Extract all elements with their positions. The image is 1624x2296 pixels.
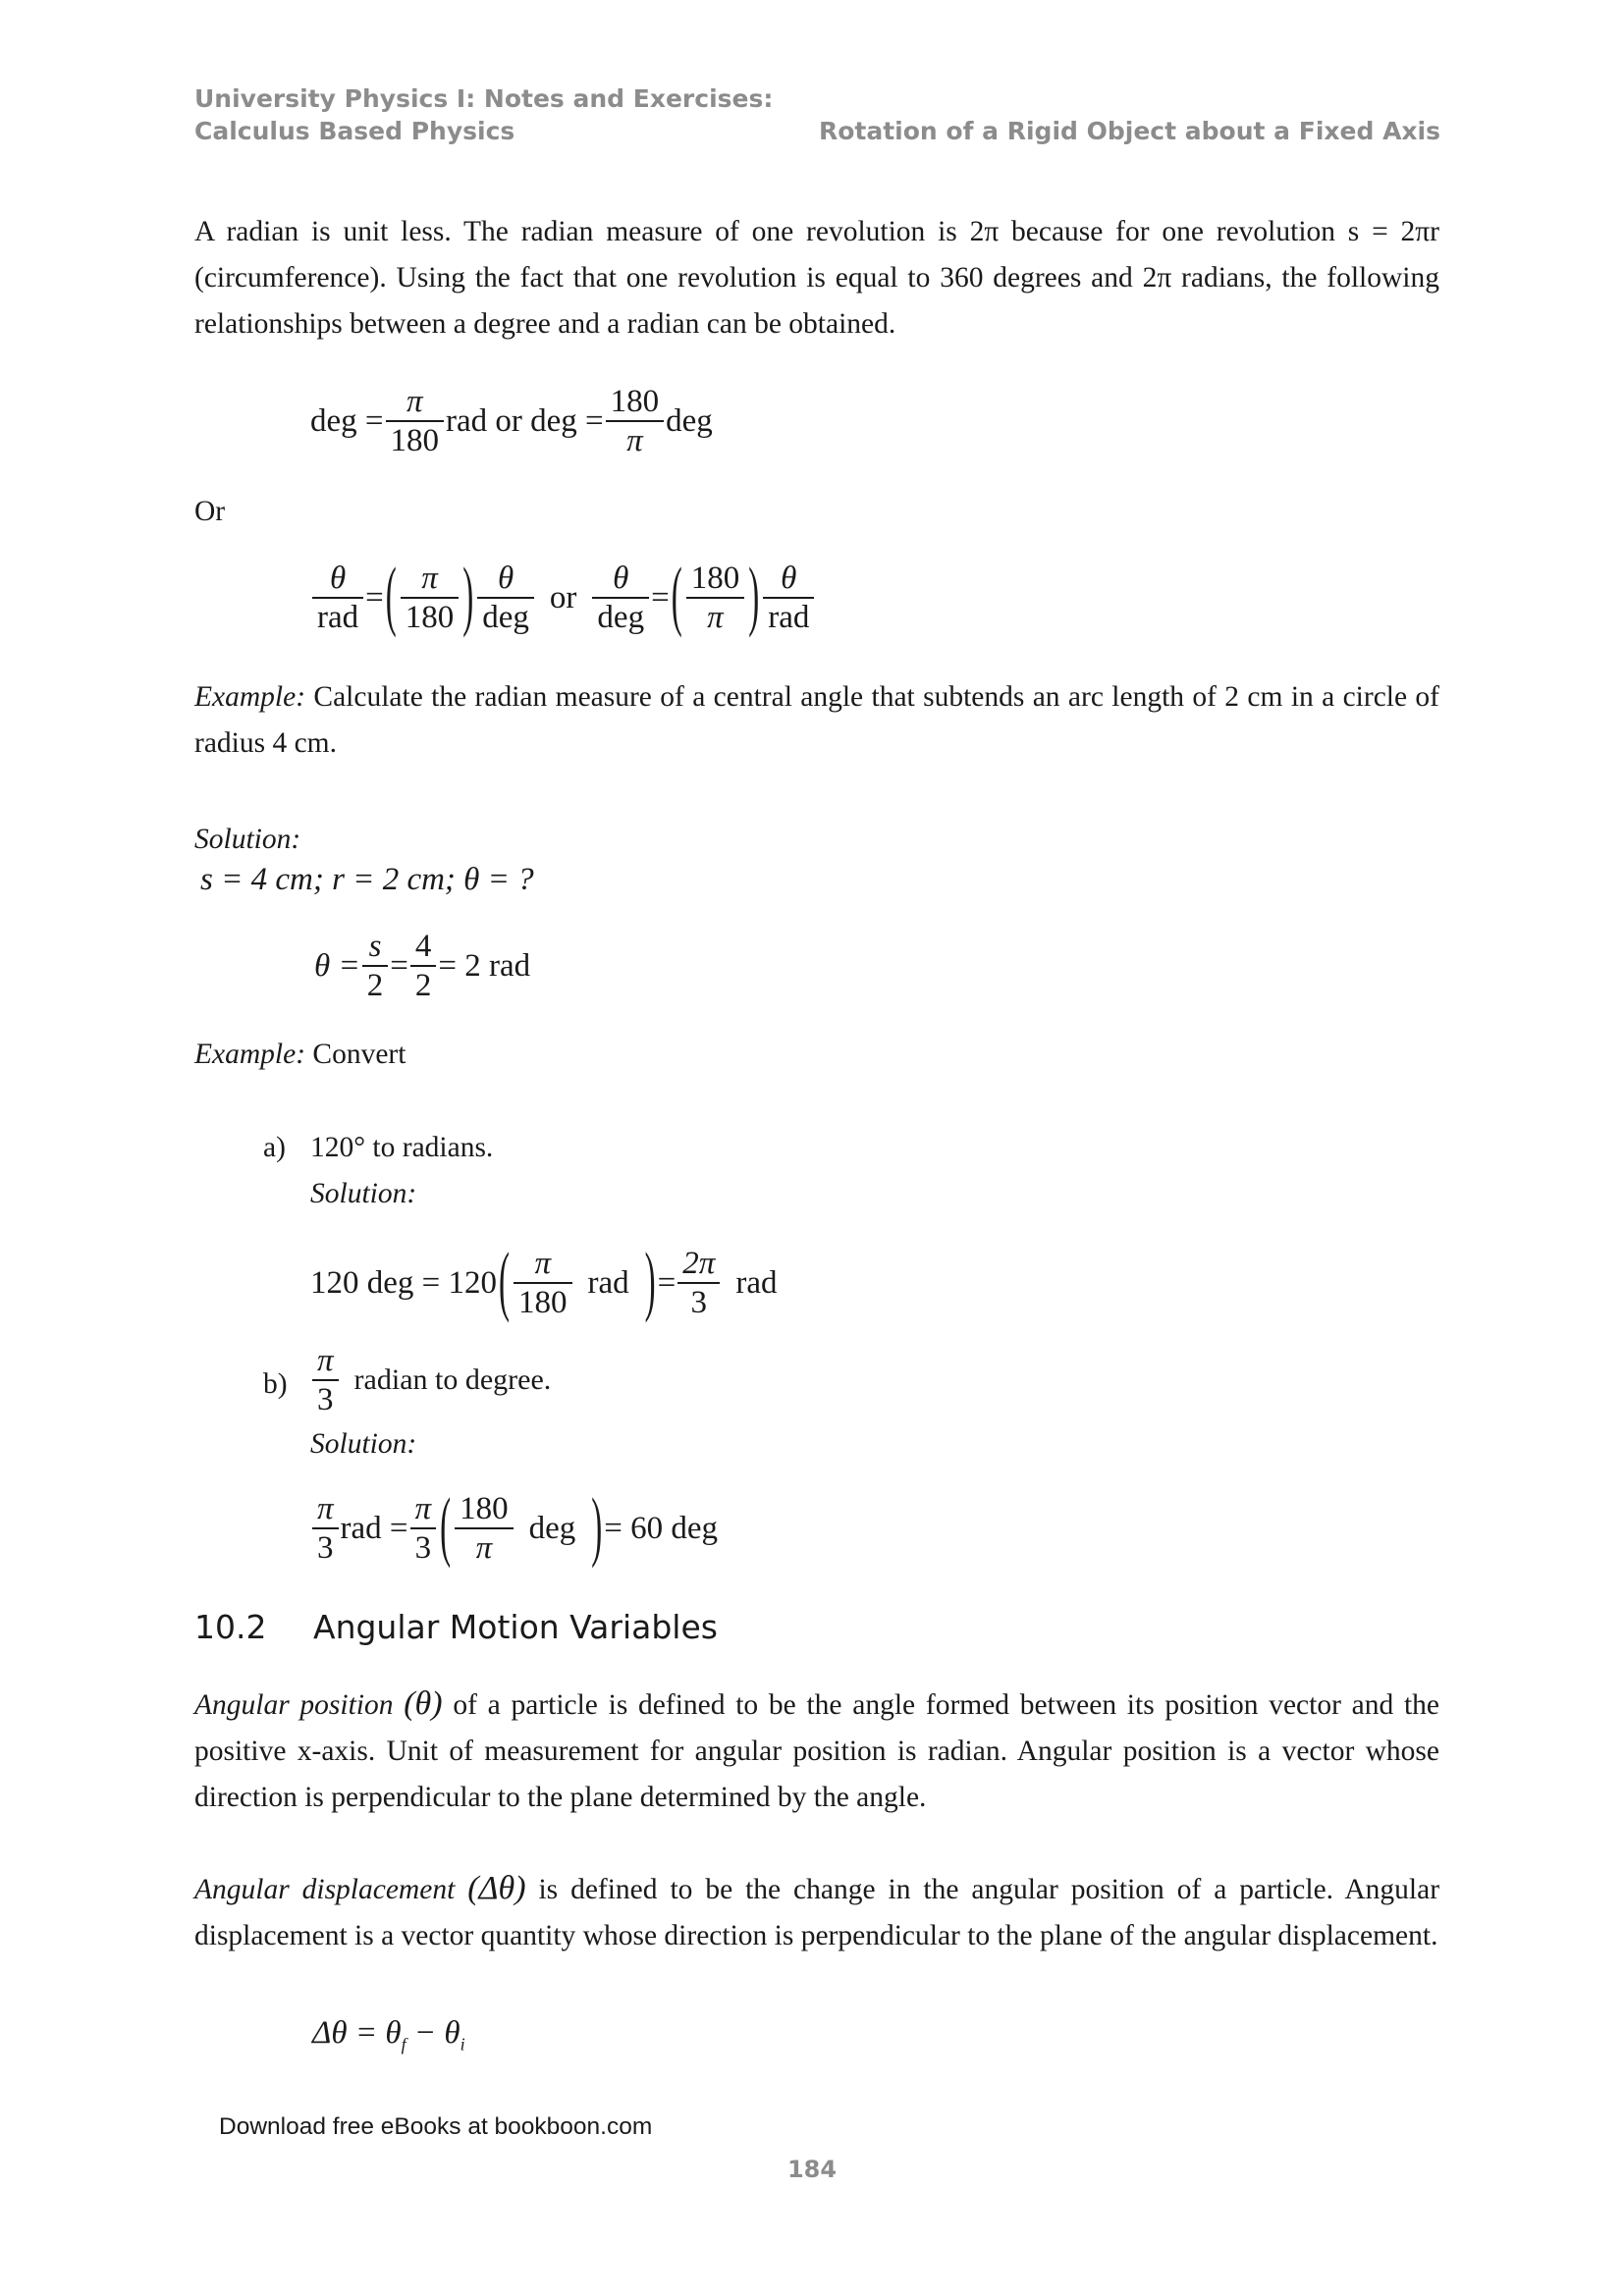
running-header-chapter-title: Rotation of a Rigid Object about a Fixed Axis [818, 117, 1440, 145]
example-convert: Example: Convert [194, 1039, 406, 1070]
fraction: $\frac{180}{\pi}$ [606, 383, 665, 459]
fraction: $\frac{\pi}{180}$ [401, 560, 460, 636]
fraction: $\frac{\theta}{\text{deg}}$ [592, 560, 649, 636]
equation-pi-over-3-to-deg: $\frac{\pi}{3}$ rad = $\frac{\pi}{3}$ ( $\frac{180}{\pi}$ deg ) = 60 deg [310, 1490, 718, 1567]
fraction: $\frac{4}{2}$ [410, 928, 437, 1004]
part-a-marker: a) [263, 1132, 286, 1163]
fraction: $\frac{\theta}{\text{rad}}$ [312, 560, 363, 636]
fraction: $\frac{\pi}{180}$ [386, 383, 445, 459]
fraction: $\frac{\pi}{180}$ [514, 1245, 572, 1321]
intro-paragraph: A radian is unit less. The radian measure of one revolution is 2π because for one revolution s = 2πr (circumference). Using the fact that one revolution is equal to 360 degrees and 2π radians, the following relationships between a degree and a radian can be obtained. [194, 216, 1439, 340]
angular-position-paragraph: Angular position (θ) of a particle is defined to be the angle formed between its position vector and the positive x-axis. Unit of measurement for angular position is radian. Angular position is a vector whose direction is perpendicular to the plane determined by the angle. [194, 1685, 1440, 1813]
angular-displacement-paragraph: Angular displacement (Δθ) is defined to be the change in the angular position of a particle. Angular displacement is a vector quantity whose direction is perpendicular to the plane of the angular displacement. [194, 1870, 1440, 1951]
fraction: $\frac{\pi}{3}$ [312, 1342, 339, 1418]
page-number: 184 [786, 2156, 838, 2183]
fraction: $\frac{\pi}{3}$ [312, 1490, 339, 1567]
fraction: $\frac{s}{2}$ [362, 928, 389, 1004]
solution-given-values: s = 4 cm; r = 2 cm; θ = ? [200, 862, 534, 897]
solution-label: Solution: [194, 824, 301, 855]
fraction: $\frac{\pi}{3}$ [410, 1490, 437, 1567]
or-label: Or [194, 496, 226, 527]
footer-download-link[interactable]: Download free eBooks at bookboon.com [219, 2113, 653, 2140]
fraction: $\frac{\theta}{\text{rad}}$ [763, 560, 814, 636]
running-header-book-title: University Physics I: Notes and Exercises: Calculus Based Physics [194, 84, 774, 145]
part-b-text: $\frac{\pi}{3}$ radian to degree. [310, 1342, 551, 1418]
fraction: $\frac{2\pi}{3}$ [677, 1245, 720, 1321]
equation-theta-conversion: $\frac{\theta}{\text{rad}}$ = ( $\frac{\pi}{180}$ ) $\frac{\theta}{\text{deg}}$ or $\frac{\theta}{\text{deg}}$ = ( $\frac{180}{\pi}$ ) $\frac{\theta}{\text{rad}}$ [310, 560, 816, 636]
fraction: $\frac{\theta}{\text{deg}}$ [477, 560, 534, 636]
part-b-solution-label: Solution: [310, 1428, 417, 1460]
fraction: $\frac{180}{\pi}$ [455, 1490, 514, 1567]
equation-deg-rad-conversion: deg = $\frac{\pi}{180}$ rad or deg = $\frac{180}{\pi}$ deg [310, 384, 713, 458]
section-heading: 10.2 Angular Motion Variables [194, 1608, 718, 1646]
part-a-solution-label: Solution: [310, 1178, 417, 1209]
fraction: $\frac{180}{\pi}$ [686, 560, 745, 636]
part-a-text: 120° to radians. [310, 1132, 494, 1163]
example-radian-measure: Example: Calculate the radian measure of a central angle that subtends an arc length of 2 cm in a circle of radius 4 cm. [194, 681, 1440, 759]
equation-angular-displacement: $\Delta\theta = \theta_f - \theta_i$ [312, 2015, 465, 2055]
equation-120-deg-to-rad: 120 deg = 120 ( $\frac{\pi}{180}$ rad ) = $\frac{2\pi}{3}$ rad [310, 1239, 778, 1324]
equation-theta-result: θ = $\frac{s}{2}$ = $\frac{4}{2}$ = 2 rad [314, 929, 531, 1003]
part-b-marker: b) [263, 1368, 288, 1400]
